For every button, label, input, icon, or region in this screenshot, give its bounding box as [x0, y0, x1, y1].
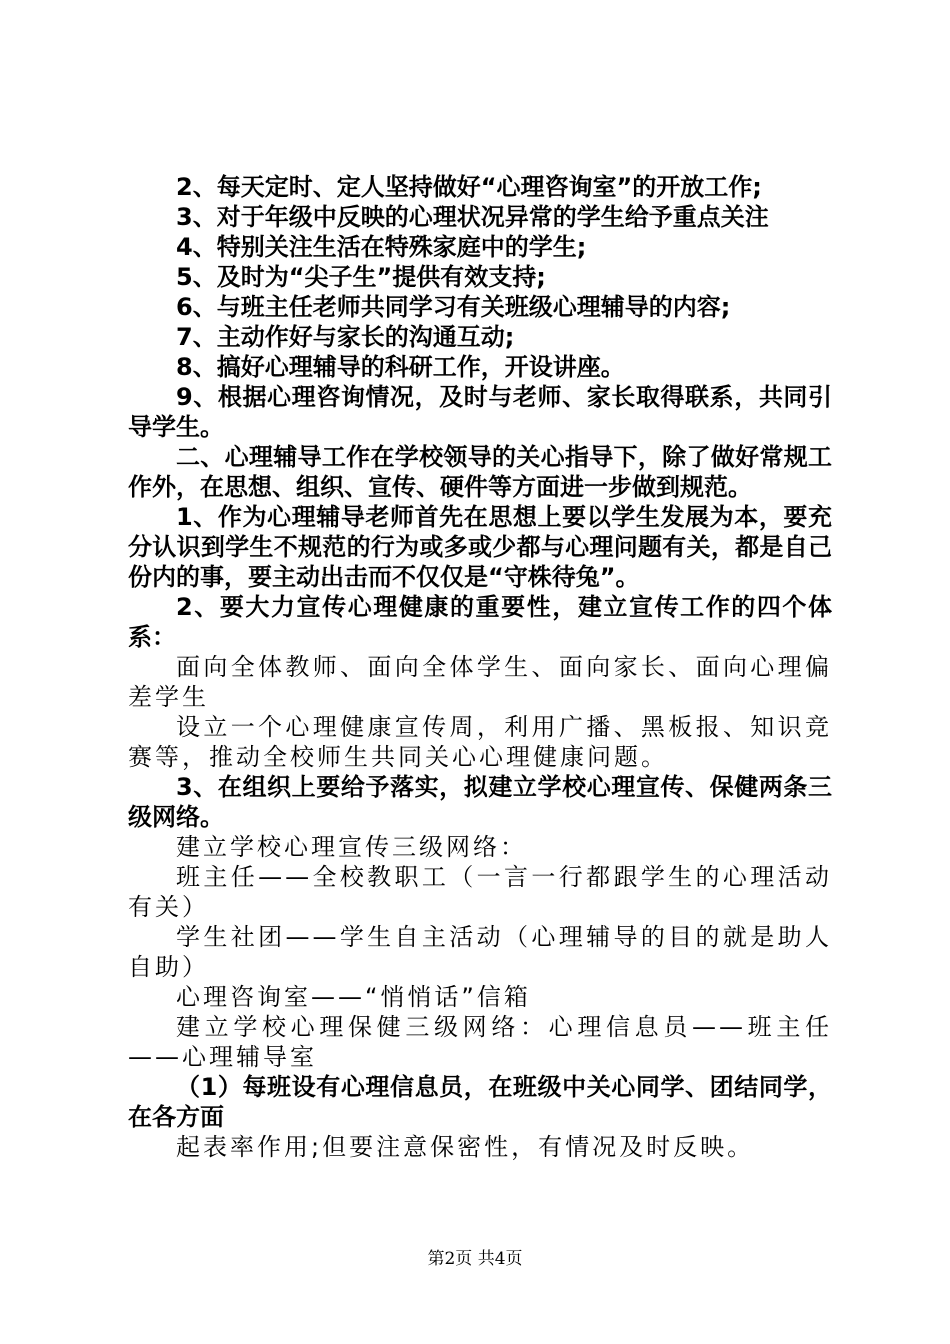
paragraph: 5、及时为“尖子生”提供有效支持; — [176, 263, 546, 291]
paragraph: 2、每天定时、定人坚持做好“心理咨询室”的开放工作; — [176, 173, 762, 201]
document-body — [128, 172, 832, 1162]
paragraph: 心理咨询室——“悄悄话”信箱 — [176, 983, 531, 1011]
paragraph: 学生社团——学生自主活动（心理辅导的目的就是助人自助） — [128, 923, 832, 981]
page-number-footer: 第2页 共4页 — [427, 1249, 523, 1269]
paragraph: 6、与班主任老师共同学习有关班级心理辅导的内容; — [176, 293, 731, 321]
paragraph: 1、作为心理辅导老师首先在思想上要以学生发展为本，要充分认识到学生不规范的行为或多或少都与心理问题有关，都是自己份内的事，要主动出击而不仅仅是“守株待兔”。 — [128, 503, 832, 591]
section-heading: 二、心理辅导工作在学校领导的关心指导下，除了做好常规工作外，在思想、组织、宣传、硬件等方面进一步做到规范。 — [128, 443, 832, 501]
paragraph: 面向全体教师、面向全体学生、面向家长、面向心理偏差学生 — [128, 653, 832, 711]
paragraph: 3、在组织上要给予落实，拟建立学校心理宣传、保健两条三级网络。 — [128, 773, 832, 831]
paragraph: 建立学校心理宣传三级网络： — [176, 833, 527, 861]
paragraph: 2、要大力宣传心理健康的重要性，建立宣传工作的四个体系： — [128, 593, 832, 651]
paragraph: 设立一个心理健康宣传周，利用广播、黑板报、知识竞赛等，推动全校师生共同关心心理健康问题。 — [128, 713, 832, 771]
paragraph: 9、根据心理咨询情况，及时与老师、家长取得联系，共同引导学生。 — [128, 383, 832, 441]
paragraph: 起表率作用;但要注意保密性，有情况及时反映。 — [176, 1133, 755, 1161]
paragraph: 3、对于年级中反映的心理状况异常的学生给予重点关注 — [176, 203, 769, 231]
paragraph: 班主任——全校教职工（一言一行都跟学生的心理活动有关） — [128, 863, 832, 921]
paragraph: 8、搞好心理辅导的科研工作，开设讲座。 — [176, 353, 625, 381]
paragraph: 4、特别关注生活在特殊家庭中的学生; — [176, 233, 587, 261]
paragraph: （1）每班设有心理信息员，在班级中关心同学、团结同学，在各方面 — [128, 1073, 832, 1131]
paragraph: 7、主动作好与家长的沟通互动; — [176, 323, 515, 351]
paragraph: 建立学校心理保健三级网络：心理信息员——班主任——心理辅导室 — [128, 1013, 832, 1071]
